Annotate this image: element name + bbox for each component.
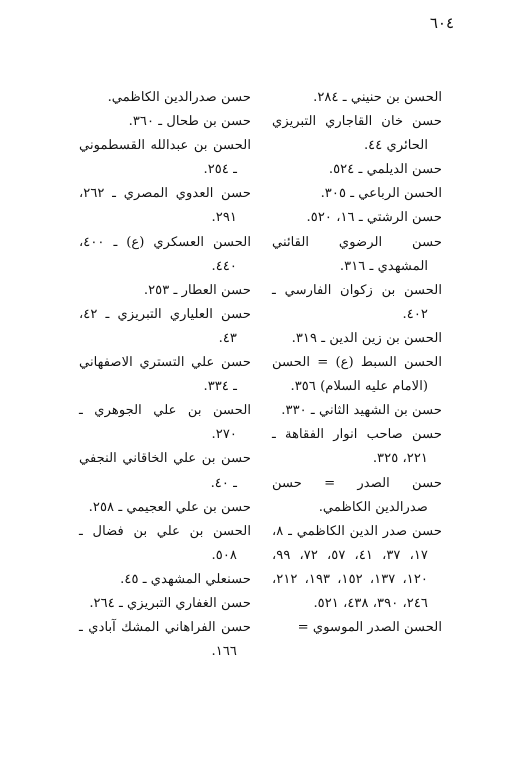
index-entry: حسن بن علي الخاقاني النجفي ـ ٤٠. <box>79 451 251 491</box>
index-entry: حسن الرضوي القائني المشهدي ـ ٣١٦. <box>272 234 442 274</box>
index-entry: حسن العطار ـ ٢٥٣. <box>143 282 251 298</box>
index-entry: الحسن بن عبدالله القسطموني ـ ٢٥٤. <box>79 138 251 178</box>
index-entry: الحسن الرباعي ـ ٣٠٥. <box>320 186 442 202</box>
index-entry: الحسن السبط (ع) = الحسن (الامام عليه السلام) ٣٥٦. <box>272 355 442 395</box>
index-entry: حسن خان القاجاري التبريزي الحائري ٤٤. <box>272 114 442 154</box>
index-column-right <box>272 86 442 640</box>
index-entry: حسن الصدر = حسن صدرالدين الكاظمي. <box>272 475 442 515</box>
index-entry: حسن الغفاري التبريزي ـ ٢٦٤. <box>89 595 251 611</box>
index-entry: حسن العدوي المصري ـ ٢٦٢، ٢٩١. <box>79 186 251 226</box>
index-entry: حسن بن طحال ـ ٣٦٠. <box>128 114 251 130</box>
index-entry: الحسن بن علي بن فضال ـ ٥٠٨. <box>79 523 251 563</box>
index-entry: حسن الديلمي ـ ٥٢٤. <box>328 162 442 178</box>
index-entry: حسن علي التستري الاصفهاني ـ ٣٣٤. <box>79 355 251 395</box>
index-column-left <box>79 86 251 664</box>
page-number: ٦٠٤ <box>429 14 454 32</box>
index-entry: الحسن بن علي الجوهري ـ ٢٧٠. <box>79 403 251 443</box>
index-entry: حسن صدر الدين الكاظمي ـ ٨، ١٧، ٣٧، ٤١، ٥٧، ٧٢، ٩٩، ١٢٠، ١٣٧، ١٥٢، ١٩٣، ٢١٢، ٢٤٦، ٣٩٠، ٤٣٨، ٥٢١. <box>272 523 442 611</box>
index-entry: حسن بن الشهيد الثاني ـ ٣٣٠. <box>281 403 442 419</box>
index-entry: الحسن العسكري (ع) ـ ٤٠٠، ٤٤٠. <box>79 234 251 274</box>
index-entry: الحسن بن زين الدين ـ ٣١٩. <box>291 330 442 346</box>
index-entry: حسن صاحب انوار الفقاهة ـ ٢٢١، ٣٢٥. <box>272 427 442 467</box>
index-entry: حسن الرشتي ـ ١٦، ٥٢٠. <box>306 210 442 226</box>
index-entry: الحسن بن زكوان الفارسي ـ ٤٠٢. <box>272 282 442 322</box>
index-entry: حسن صدرالدين الكاظمي. <box>107 90 251 105</box>
index-entry: الحسن بن حنيني ـ ٢٨٤. <box>313 90 442 105</box>
index-entry: حسن الفراهاني المشك آبادي ـ ١٦٦. <box>79 620 251 660</box>
index-entry: حسن العلياري التبريزي ـ ٤٢، ٤٣. <box>79 306 251 346</box>
index-entry: حسنعلي المشهدي ـ ٤٥. <box>120 571 251 587</box>
index-entry: حسن بن علي العجيمي ـ ٢٥٨. <box>88 499 251 515</box>
index-entry: الحسن الصدر الموسوي = <box>297 620 442 636</box>
